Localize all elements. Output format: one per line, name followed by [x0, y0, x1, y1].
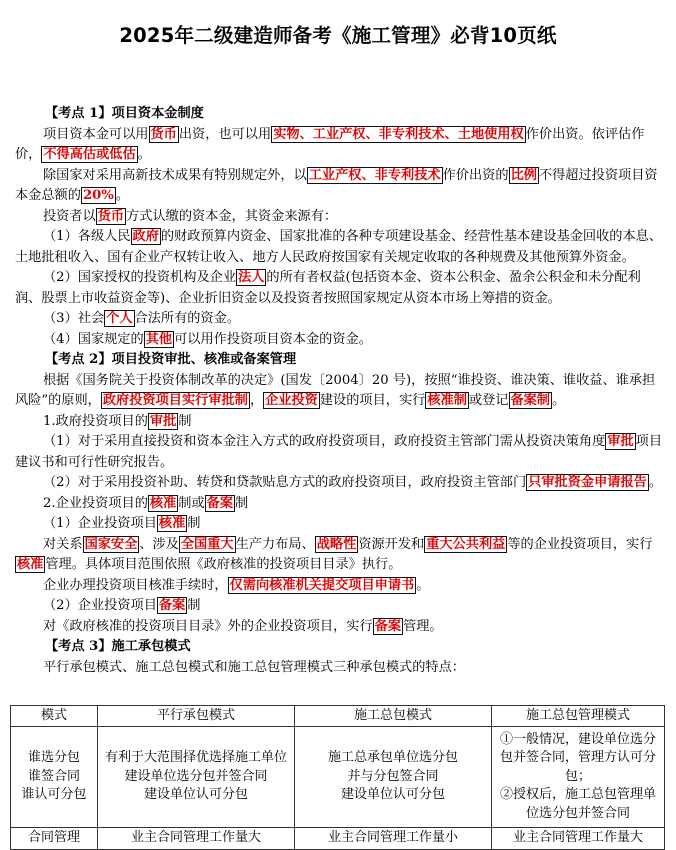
s2-para-1: 根据《国务院关于投资体制改革的决定》(国发〔2004〕20 号)，按照“谁投资、谁决策、谁收益、谁承担风险”的原则， 政府投资项目实行审批制 ， 企业投资 建设的项目，实行 核准制 或登记 备案制 。 — [15, 372, 656, 408]
s1-para-2: 除国家对采用高新技术成果有特别规定外，以 工业产权、非专利技术 作价出资的 比例 不得超过投资项目资本金总额的 20% 。 — [15, 167, 658, 203]
keyword: 备案 — [158, 598, 186, 613]
keyword: 实物、工业产权、非专利技术、土地使用权 — [273, 126, 524, 142]
keyword: 核准 — [149, 495, 177, 511]
s2-para-8: 企业办理投资项目核准手续时， 仅需向核准机关提交项目申请书 。 — [43, 577, 430, 593]
keyword: 核准 — [158, 516, 186, 531]
table-cell: ①一般情况，建设单位选分包并签合同，管理方认可分包； ②授权后，施工总包管理单位选分包并签合同 — [492, 727, 665, 828]
keyword: 其他 — [145, 331, 173, 347]
table-header: 施工总包模式 — [295, 706, 492, 727]
table-header: 施工总包管理模式 — [492, 706, 665, 727]
keyword: 备案 — [206, 495, 234, 511]
keyword: 全国重大 — [180, 536, 234, 552]
keyword: 审批 — [607, 434, 634, 449]
keyword: 备案 — [374, 618, 402, 634]
section3-heading: 【考点 3】施工承包模式 — [45, 639, 191, 654]
s1-para-6: （3）社会 个人 合法所有的资金。 — [43, 311, 241, 326]
s2-para-2: 1.政府投资项目的 审批 制 — [43, 413, 192, 429]
keyword: 20% — [82, 188, 114, 203]
s2-para-6: （1）企业投资项目 核准 制 — [43, 516, 201, 531]
table-row — [11, 828, 665, 850]
section1-heading: 【考点 1】项目资本金制度 — [45, 106, 204, 121]
keyword: 货币 — [150, 126, 177, 142]
s2-para-10: 对《政府核准的投资项目目录》外的企业投资项目，实行 备案 管理。 — [43, 618, 443, 634]
page-title: 2025年二级建造师备考《施工管理》必背10页纸 — [119, 24, 557, 47]
keyword: 货币 — [97, 208, 125, 224]
table-header: 模式 — [11, 706, 98, 727]
s2-para-3: （1）对于采用直接投资和资本金注入方式的政府投资项目，政府投资主管部门需从投资决策角度 审批 项目建议书和可行性研究报告。 — [15, 434, 663, 470]
keyword: 工业产权、非专利技术 — [308, 167, 441, 183]
keyword: 重大公共利益 — [426, 536, 506, 552]
table-header-row — [11, 706, 665, 727]
s2-para-5: 2.企业投资项目的 核准 制或 备案 制 — [43, 495, 249, 511]
keyword: 政府投资项目实行审批制 — [102, 393, 248, 408]
keyword: 政府 — [132, 229, 159, 244]
table-cell: 业主合同管理工作量小 — [295, 828, 492, 850]
keyword: 战略性 — [316, 536, 357, 552]
s1-para-1: 项目资本金可以用 货币 出资，也可以用 实物、工业产权、非专利技术、土地使用权 作价出资。依评估作价， 不得高估或低估 。 — [15, 126, 645, 162]
table-cell: 有利于大范围择优选择施工单位 建设单位选分包并签合同 建设单位认可分包 — [98, 727, 295, 828]
keyword: 备案制 — [510, 393, 551, 408]
s3-intro: 平行承包模式、施工总包模式和施工总包管理模式三种承包模式的特点： — [43, 659, 465, 675]
s1-para-3: 投资者以 货币 方式认缴的资本金，其资金来源有： — [43, 208, 338, 224]
table-cell: 业主合同管理工作量大 — [98, 828, 295, 850]
keyword: 国家安全 — [84, 536, 138, 552]
table-cell: 谁选分包 谁签合同 谁认可分包 — [11, 727, 98, 828]
table-cell: 业主合同管理工作量大 — [492, 828, 665, 850]
s1-para-7: （4）国家规定的 其他 可以用作投资项目资本金的资金。 — [43, 331, 372, 347]
keyword: 审批 — [149, 413, 177, 429]
s2-para-9: （2）企业投资项目 备案 制 — [43, 598, 201, 613]
keyword: 比例 — [510, 167, 537, 183]
table-row — [11, 727, 665, 828]
table-cell: 合同管理 — [11, 828, 98, 850]
keyword: 企业投资 — [265, 393, 318, 408]
s2-para-7: 对关系 国家安全 、涉及 全国重大 生产力布局、 战略性 资源开发和 重大公共利益 等的企业投资项目，实行核准 管理。具体项目范围依照《政府核准的投资项目目录》执行。 — [17, 536, 653, 572]
contract-mode-table — [10, 705, 665, 850]
keyword: 只审批资金申请报告 — [528, 475, 647, 490]
table-cell: 施工总承包单位选分包 并与分包签合同 建设单位认可分包 — [295, 727, 492, 828]
keyword: 核准制 — [427, 393, 467, 408]
s1-para-4: （1）各级人民 政府 的财政预算内资金、国家批准的各种专项建设基金、经营性基本建设基金回收的本息、土地批租收入、国有企业产权转让收入、地方人民政府按国家有关规定收取的各种规费及其他预算外资金。 — [15, 229, 663, 265]
keyword: 仅需向核准机关提交项目申请书 — [229, 577, 415, 593]
table-header: 平行承包模式 — [98, 706, 295, 727]
section2-heading: 【考点 2】项目投资审批、核准或备案管理 — [45, 352, 297, 367]
keyword: 法人 — [238, 270, 265, 285]
document-body — [15, 104, 663, 678]
s2-para-4: （2）对于采用投资补助、转贷和贷款贴息方式的政府投资项目，政府投资主管部门 只审批资金申请报告 。 — [43, 475, 663, 490]
keyword: 核准 — [17, 557, 44, 572]
s1-para-5: （2）国家授权的投资机构及企业 法人 的所有者权益(包括资本金、资本公积金、盈余公积金和未分配利润、股票上市收益资金等)、企业折旧资金以及投资者按照国家规定从资本市场上筹措的资金。 — [15, 270, 641, 306]
keyword: 不得高估或低估 — [43, 147, 136, 162]
keyword: 个人 — [106, 311, 133, 326]
